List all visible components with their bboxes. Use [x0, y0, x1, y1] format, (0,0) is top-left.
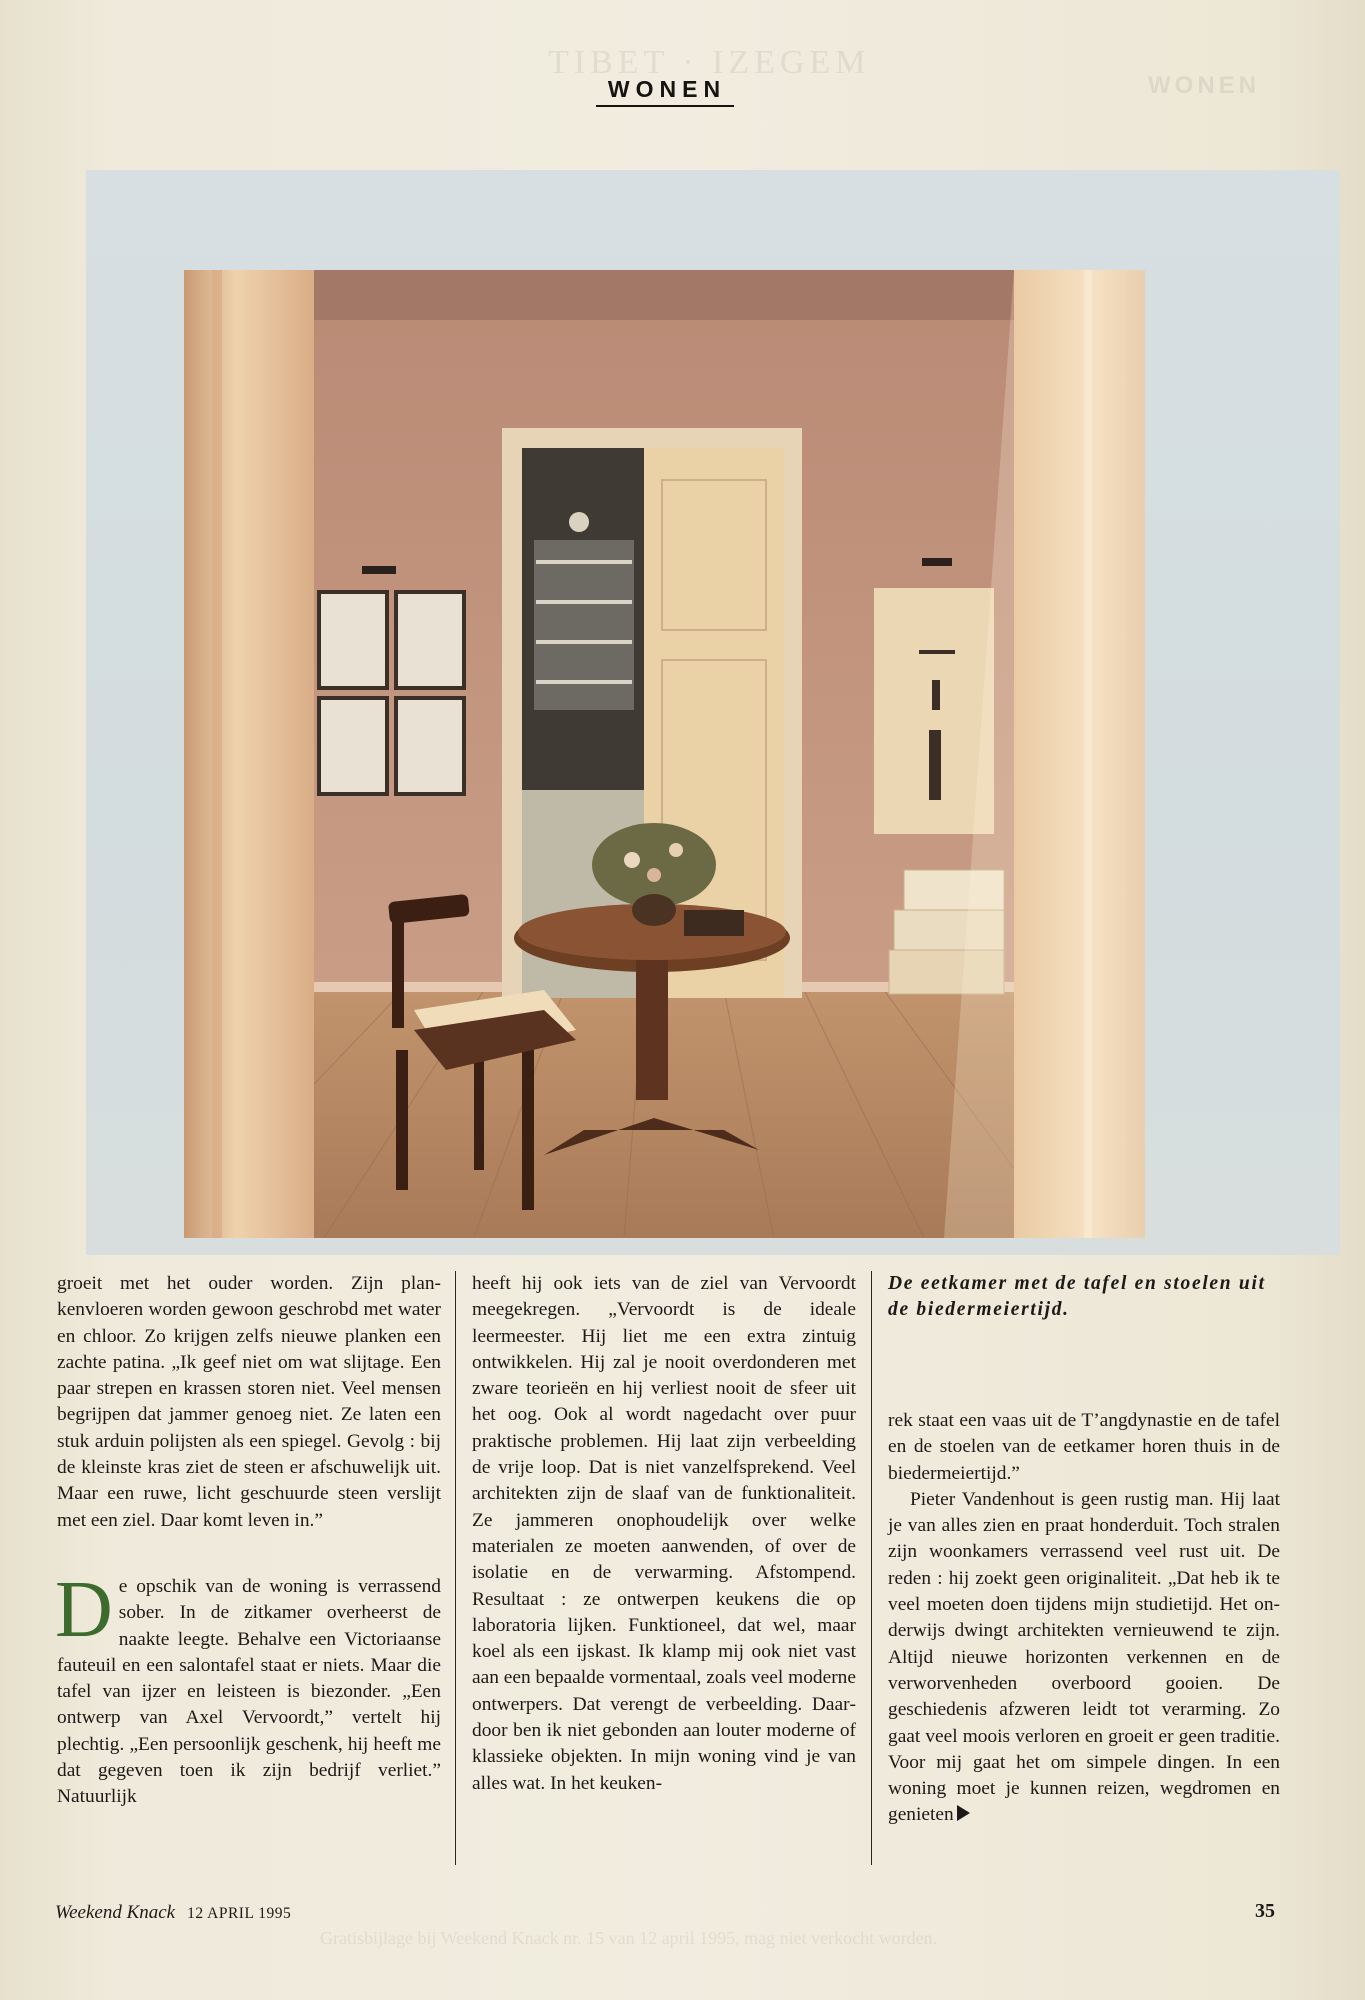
issue-date: 12 APRIL 1995: [187, 1905, 292, 1922]
section-label: WONEN: [592, 76, 742, 103]
article-paragraph: rek staat een vaas uit de T’angdynastie en de tafel en de stoelen van de eetkamer horen thuis in de biedermeiertijd.”: [888, 1410, 1280, 1484]
ghost-text-bottom: Gratisbijlage bij Weekend Knack nr. 15 van 12 april 1995, mag niet verkocht worden.: [320, 1928, 938, 1948]
footer-publication: [55, 1902, 291, 1924]
column-rule: [455, 1271, 456, 1865]
article-column-1: [57, 1271, 441, 1811]
drop-cap: D: [55, 1565, 113, 1654]
ghost-text-right: WONEN: [1148, 72, 1260, 99]
article-paragraph: groeit met het ouder worden. Zijn plankenvloeren worden gewoon geschrobd met water en chloor. Zo krijgen zelfs nieuwe planken een zachte patina. „Ik geef niet om wat slijtage. Een paar strepen en krassen storen niet. Veel mensen begrijpen dat jammer genoeg niet. Ze laten een stuk arduin polijsten als een spiegel. Gevolg : bij de kleinste kras ziet de steen er afschuwelijk uit. Maar een ruwe, licht geschuurde steen verslijt met een ziel. Daar komt leven in.”: [57, 1273, 441, 1531]
page-number: 35: [1255, 1900, 1275, 1922]
photo-caption: De eetkamer met de tafel en stoelen uit de biedermeiertijd.: [888, 1273, 1266, 1320]
continue-arrow-icon: [957, 1805, 970, 1821]
article-paragraph: Pieter Vandenhout is geen rustig man. Hij laat je van alles zien en praat honderduit. Toch stralen zijn woonkamers verrassend veel rust uit. De reden : hij zoekt geen originaliteit. „Dat heb ik te veel moeten doen tijdens mijn studietijd. Het onderwijs dwingt architekten vernieuwend te zijn. Altijd nieuwe horizonten verkennen en de verworvenheden overboord gooien. De geschiedenis afzweren leidt tot verarming. Zo gaat veel moois verloren en groeit er geen traditie. Voor mij gaat het om simpele dingen. In een woning moet je kunnen reizen, wegdromen en genieten: [888, 1488, 1280, 1826]
ghost-text-top: TIBET · IZEGEM: [548, 44, 871, 81]
column-rule: [871, 1271, 872, 1865]
article-paragraph: heeft hij ook iets van de ziel van Vervoordt meegekregen. „Vervoordt is de ideale leermeester. Hij liet me een extra zintuig ontwikkelen. Hij zal je nooit overdonderen met zware teorieën en hij verliest nooit de sfeer uit het oog. Ook al wordt nagedacht over puur praktische problemen. Hij laat zijn verbeelding de vrije loop. Dat is niet vanzelfsprekend. Veel architekten zijn de slaaf van de funktionaliteit. Ze jammeren onophoudelijk over welke materialen ze moeten aanwenden, of over de isolatie en de verwarming. Afstompend. Resultaat : ze ontwerpen keukens die op laboratoria lijken. Funktioneel, dat wel, maar koel als een ijskast. Ik klamp mij ook niet vast aan een bepaalde vormentaal, zoals veel moderne ontwerpers. Dat verengt de verbeelding. Daardoor ben ik niet gebonden aan louter moderne of klassieke objekten. In mijn woning vind je van alles wat. In het keuken-: [472, 1273, 856, 1794]
publication-name: Weekend Knack: [55, 1902, 176, 1923]
dining-room-photo: [184, 270, 1145, 1238]
article-column-2: [472, 1271, 856, 1797]
article-column-3: [888, 1408, 1280, 1829]
article-paragraph: De opschik van de woning is verrassend sober. In de zitkamer overheerst de naakte leegte. Behalve een Victoriaanse fauteuil en een salontafel staat er niets. Maar die tafel van ijzer en leisteen is biezonder. „Een ontwerp van Axel Vervoordt,” vertelt hij plechtig. „Een persoonlijk geschenk, hij heeft me dat gegeven toen ik zijn bedrijf verliet.” Natuurlijk: [55, 1565, 441, 1808]
